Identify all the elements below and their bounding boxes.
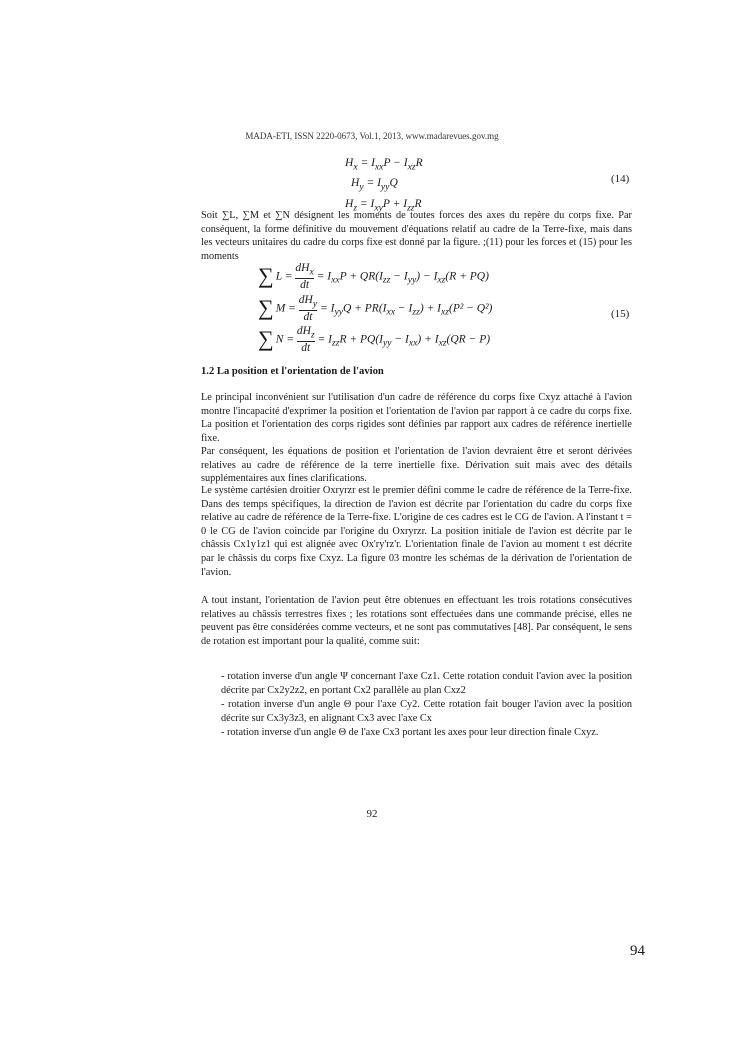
eq14-line-2: $H_y = I_{yy}Q$ [351, 177, 398, 193]
list-item-3: - rotation inverse d'un angle Θ de l'axe Cx3 portant les axes pour leur direction finale Cxyz. [221, 727, 599, 738]
equation-14 [345, 155, 423, 216]
equation-15-number: (15) [611, 308, 630, 320]
paragraph-4: A tout instant, l'orientation de l'avion peut être obtenues en effectuant les trois rotations consécutives relatives au châssis terrestres fixes ; les rotations sont effectuées dans une commande précise, elles ne peuvent pas être considérées comme vecteurs, et ne sont pas commutatives [48]. Par conséquent, le sens de rotation est important pour la qualité, comme suit: [201, 595, 632, 647]
eq15-line-2: ∑ M = $dH_y$ dt = $I_{yy}Q + PR(I_{xx} - I_{zz}) + I_{xz}(P^2 - Q^2)$ [258, 293, 493, 323]
eq14-line-3: $H_z = I_{xy}P + I_{zz}R$ [345, 197, 422, 213]
eq15-line-3: ∑ N = $dH_z$ dt = $I_{zz}R + PQ(I_{yy} - I_{xx}) + I_{xz}(QR - P)$ [258, 325, 491, 355]
journal-header: MADA-ETI, ISSN 2220-0673, Vol.1, 2013, www.madarevues.gov.mg [245, 131, 499, 141]
paragraph-3: Le système cartésien droitier Oxryrzr est le premier défini comme le cadre de référence de la Terre-fixe. Dans des temps spécifiques, la direction de l'avion est décrite par l'orientation du cadre du corps fixe relative au cadre de référence de la Terre-fixe. L'origine de ces cadres est le CG de l'avion. A l'instant t = 0 le CG de l'avion coincide par l'origine du Oxryrzr. La position initiale de l'avion est décrite par le châssis Cx1y1z1 qui est alignée avec Ox'ry'rz'r. L'orientation finale de l'avion au moment t est décrite par le châssis du corps fixe Cxyz. La figure 03 montre les schémas de la dérivation de l'orientation de l'avion. [201, 485, 632, 578]
intro-paragraph: Soit ∑L, ∑M et ∑N désignent les moments de toutes forces des axes du repère du corps fixe. Par conséquent, la forme définitive du mouvement d'équations relatif au cadre de la Terre-fixe, mais dans les vecteurs unitaires du cadre du corps fixe est donné par la figure. ;(11) pour les forces et (15) pour les moments [201, 210, 632, 262]
list-item-1: - rotation inverse d'un angle Ψ concernant l'axe Cz1. Cette rotation conduit l'avion avec la position décrite par Cx2y2z2, en portant Cx2 parallèle au plan Cxz2 [221, 671, 632, 696]
section-title: 1.2 La position et l'orientation de l'avion [201, 366, 384, 377]
page-number-inner: 92 [366, 808, 378, 820]
equation-14-number: (14) [611, 173, 630, 185]
page-number-outer: 94 [630, 943, 645, 959]
equation-15 [258, 262, 492, 357]
eq14-line-1: $H_x = I_{xx}P - I_{xz}R$ [345, 157, 423, 173]
paragraph-2: Par conséquent, les équations de position et l'orientation de l'avion devraient être et seront dérivées relatives au cadre de référence de la terre inertielle fixe. Dérivation suit mais avec des détails supplémentaires aux fines clarifications. [201, 446, 632, 485]
eq15-line-1: ∑ L = $dH_x$ dt = $I_{xx}P + QR(I_{zz} - I_{yy}) - I_{xz}(R + PQ)$ [258, 262, 489, 292]
list-item-2: - rotation inverse d'un angle Θ pour l'axe Cy2. Cette rotation fait bouger l'avion avec la position décrite sur Cx3y3z3, en alignant Cx3 avec l'axe Cx [221, 699, 632, 724]
paragraph-1: Le principal inconvénient sur l'utilisation d'un cadre de référence du corps fixe Cxyz attaché à l'avion montre l'incapacité d'exprimer la position et l'orientation de l'avion par rapport à ce cadre du corps fixe. La position et l'orientation des corps rigides sont définies par rapport aux cadres de référence inertielle fixe. [201, 392, 632, 444]
